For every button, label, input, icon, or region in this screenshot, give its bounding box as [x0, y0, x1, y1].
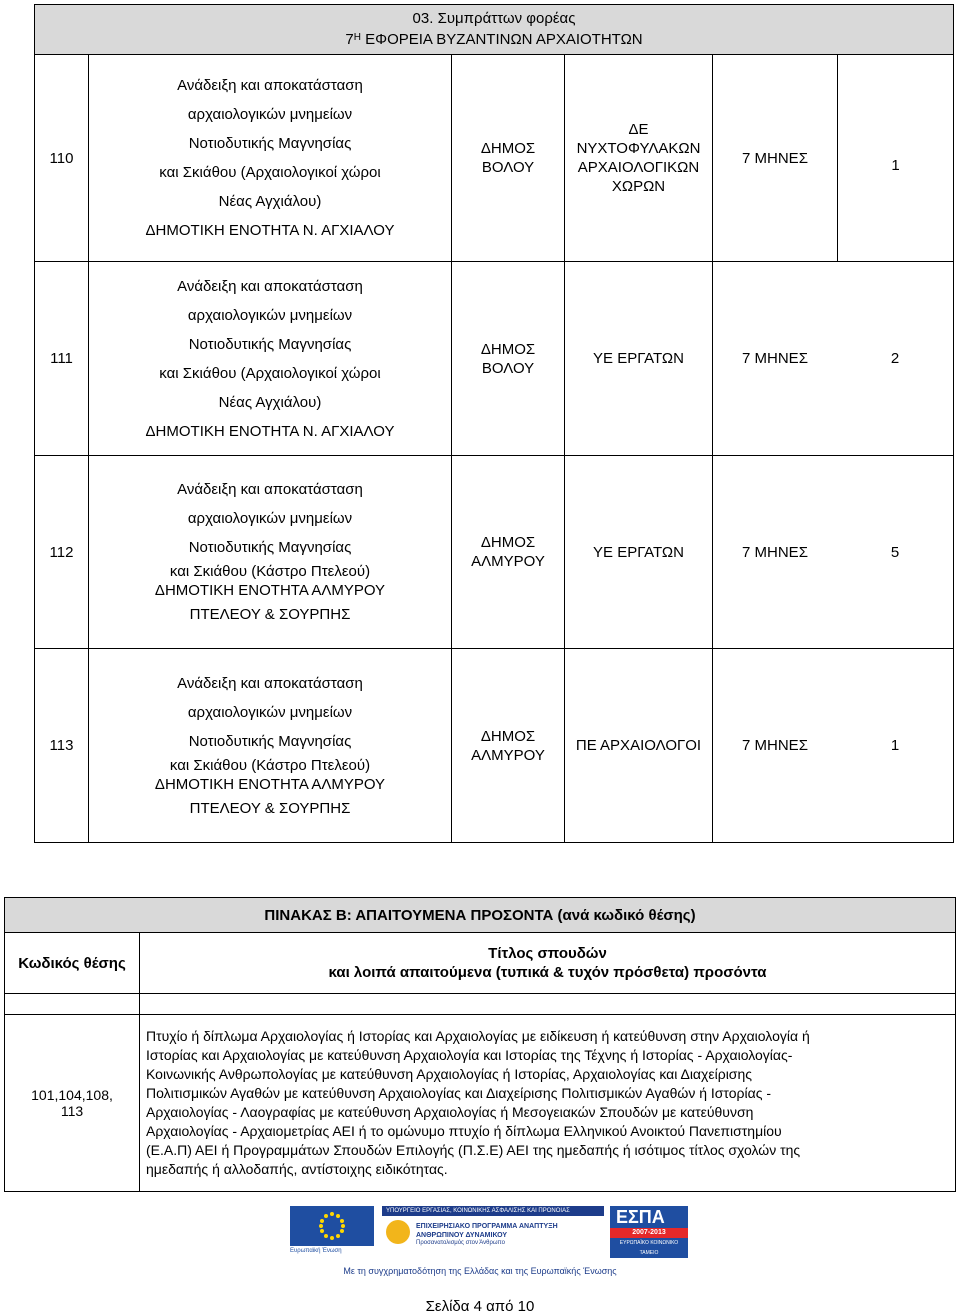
op-emblem-icon — [386, 1220, 410, 1244]
table-header — [35, 5, 954, 55]
position-code: 110 — [35, 55, 89, 262]
qualification-codes: 101,104,108, 113 — [5, 1015, 140, 1192]
table-row — [35, 55, 954, 262]
specialty: ΠΕ ΑΡΧΑΙΟΛΟΓΟΙ — [565, 649, 713, 843]
duration: 7 ΜΗΝΕΣ — [742, 737, 808, 754]
project-description: Ανάδειξη και αποκατάσταση αρχαιολογικών μνημείων Νοτιοδυτικής Μαγνησίας και Σκιάθου (Κάστρο Πτελεού) ΔΗΜΟΤΙΚΗ ΕΝΟΤΗΤΑ ΑΛΜΥΡΟΥ ΠΤΕΛΕΟΥ & ΣΟΥΡΠΗΣ — [89, 456, 452, 649]
espa-years: 2007-2013 — [610, 1228, 688, 1238]
cofunding-note: Με τη συγχρηματοδότηση της Ελλάδας και της Ευρωπαϊκής Ένωσης — [343, 1266, 617, 1276]
page-number: Σελίδα 4 από 10 — [425, 1298, 535, 1315]
op-logo — [382, 1206, 604, 1258]
duration: 7 ΜΗΝΕΣ — [742, 543, 808, 561]
op-subtitle: Προσανατολισμός στον Άνθρωπο — [416, 1240, 505, 1246]
specialty: ΔΕ ΝΥΧΤΟΦΥΛΑΚΩΝ ΑΡΧΑΙΟΛΟΓΙΚΩΝ ΧΩΡΩΝ — [565, 55, 713, 262]
qualification-text: Πτυχίο ή δίπλωμα Αρχαιολογίας ή Ιστορίας και Αρχαιολογίας με ειδίκευση ή κατεύθυνση στην Αρχαιολογία ή Ιστορίας και Αρχαιολογίας με κατεύθυνση Αρχαιολογία και Ιστορίας της Τέχνης ή Ιστορίας - Αρχαιολογίας- Κοινωνικής Ανθρωπολογίας με κατεύθυνση Αρχαιολογίας ή Ιστορίας, Αρχαιολογίας και Διαχείρισης Πολιτισμικών Αγαθών με κατεύθυνση Αρχαιολογίας και Διαχείρισης Πολιτισμικών Αγαθών ή Ιστορίας - Αρχαιολογίας - Λαογραφίας με κατεύθυνση Αρχαιολογίας ή Μεσογειακών Σπουδών με κατεύθυνση Αρχαιολογίας - Αρχαιομετρίας ΑΕΙ ή το ομώνυμο πτυχίο ή δίπλωμα Ελληνικού Ανοικτού Πανεπιστημίου (Ε.Α.Π) ΑΕΙ ή Προγραμμάτων Σπουδών Επιλογής (Π.Σ.Ε) ΑΕΙ της ημεδαπής ή ισότιμος τίτλος σχολών της ημεδαπής ή αλλοδαπής, αντίστοιχης ειδικότητας. — [140, 1015, 956, 1192]
eu-logo — [290, 1206, 374, 1258]
ministry-bar: ΥΠΟΥΡΓΕΙΟ ΕΡΓΑΣΙΑΣ, ΚΟΙΝΩΝΙΚΗΣ ΑΣΦΑΛΙΣΗΣ ΚΑΙ ΠΡΟΝΟΙΑΣ — [382, 1206, 604, 1216]
positions-table — [34, 4, 954, 843]
project-description: Ανάδειξη και αποκατάσταση αρχαιολογικών μνημείων Νοτιοδυτικής Μαγνησίας και Σκιάθου (Αρχαιολογικοί χώροι Νέας Αγχιάλου) ΔΗΜΟΤΙΚΗ ΕΝΟΤΗΤΑ Ν. ΑΓΧΙΑΛΟΥ — [89, 262, 452, 456]
position-count: 2 — [890, 350, 900, 367]
municipality: ΔΗΜΟΣ ΒΟΛΟΥ — [452, 262, 565, 456]
municipality: ΔΗΜΟΣ ΑΛΜΥΡΟΥ — [452, 649, 565, 843]
col-title-header: Τίτλος σπουδών και λοιπά απαιτούμενα (τυπικά & τυχόν πρόσθετα) προσόντα — [140, 933, 956, 994]
municipality: ΔΗΜΟΣ ΑΛΜΥΡΟΥ — [452, 456, 565, 649]
position-code: 113 — [35, 649, 89, 843]
duration-count — [713, 649, 954, 843]
duration-count — [713, 55, 954, 262]
duration: 7 ΜΗΝΕΣ — [713, 55, 838, 261]
espa-name: ΕΣΠΑ — [616, 1207, 665, 1227]
specialty: ΥΕ ΕΡΓΑΤΩΝ — [565, 456, 713, 649]
espa-logo — [610, 1206, 688, 1258]
table-row — [5, 1015, 956, 1192]
position-count: 5 — [890, 543, 900, 561]
specialty: ΥΕ ΕΡΓΑΤΩΝ — [565, 262, 713, 456]
header-line1: 03. Συμπράττων φορέας — [412, 10, 576, 27]
position-code: 112 — [35, 456, 89, 649]
position-count: 1 — [890, 737, 900, 754]
table-row — [35, 649, 954, 843]
eu-caption: Ευρωπαϊκή Ένωση — [290, 1248, 342, 1254]
col-code-header: Κωδικός θέσης — [5, 933, 140, 994]
table-row — [35, 456, 954, 649]
project-description: Ανάδειξη και αποκατάσταση αρχαιολογικών μνημείων Νοτιοδυτικής Μαγνησίας και Σκιάθου (Κάστρο Πτελεού) ΔΗΜΟΤΙΚΗ ΕΝΟΤΗΤΑ ΑΛΜΥΡΟΥ ΠΤΕΛΕΟΥ & ΣΟΥΡΠΗΣ — [89, 649, 452, 843]
position-code: 111 — [35, 262, 89, 456]
duration-count — [713, 456, 954, 649]
position-count: 1 — [891, 156, 900, 174]
espa-subtitle: ΕΥΡΩΠΑΪΚΟ ΚΟΙΝΩΝΙΚΟ ΤΑΜΕΙΟ — [619, 1240, 679, 1256]
table-row — [35, 262, 954, 456]
header-line2: $7^H$ ΕΦΟΡΕΙΑ ΒΥΖΑΝΤΙΝΩΝ ΑΡΧΑΙΟΤΗΤΩΝ — [345, 31, 643, 48]
qualifications-table — [4, 897, 956, 1192]
municipality: ΔΗΜΟΣ ΒΟΛΟΥ — [452, 55, 565, 262]
op-title: ΕΠΙΧΕΙΡΗΣΙΑΚΟ ΠΡΟΓΡΑΜΜΑ ΑΝΑΠΤΥΞΗ ΑΝΘΡΩΠΙΝΟΥ ΔΥΝΑΜΙΚΟΥ — [416, 1223, 558, 1239]
qualifications-title: ΠΙΝΑΚΑΣ Β: ΑΠΑΙΤΟΥΜΕΝΑ ΠΡΟΣΟΝΤΑ (ανά κωδικό θέσης) — [5, 898, 956, 933]
duration: 7 ΜΗΝΕΣ — [742, 350, 808, 367]
duration-count — [713, 262, 954, 456]
project-description: Ανάδειξη και αποκατάσταση αρχαιολογικών μνημείων Νοτιοδυτικής Μαγνησίας και Σκιάθου (Αρχαιολογικοί χώροι Νέας Αγχιάλου) ΔΗΜΟΤΙΚΗ ΕΝΟΤΗΤΑ Ν. ΑΓΧΙΑΛΟΥ — [89, 55, 452, 262]
eu-flag-icon — [290, 1206, 374, 1246]
